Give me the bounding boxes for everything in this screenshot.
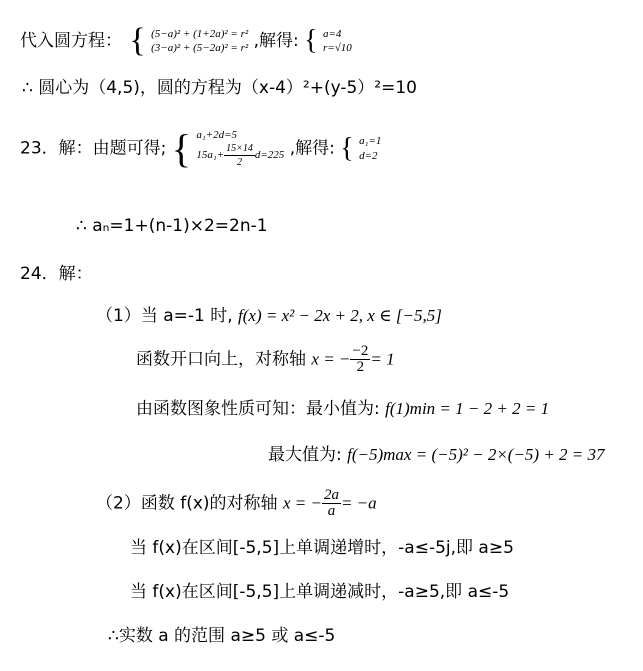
function-definition: f(x) = x² − 2x + 2, x ∈ [−5,5] xyxy=(238,306,442,325)
fraction-numerator: −2 xyxy=(352,343,369,359)
part-2-label: （2）函数 f(x)的对称轴 xyxy=(96,493,278,514)
fraction-denominator: 2 xyxy=(237,157,242,169)
solution-d: d=2 xyxy=(359,149,378,162)
axis-fraction xyxy=(322,488,341,519)
sequence-eq2-tail: d=225 xyxy=(254,149,285,162)
minimum-line xyxy=(136,400,549,418)
circle-equation-system xyxy=(151,27,248,56)
problem-23-line xyxy=(20,125,382,171)
axis-label: 函数开口向上，对称轴 xyxy=(136,349,306,370)
axis-lhs: x = − xyxy=(311,349,351,369)
axis-rhs: = −a xyxy=(340,493,377,513)
sequence-equation-2 xyxy=(196,142,284,169)
fraction-numerator: 2a xyxy=(323,487,339,503)
substitution-line xyxy=(20,24,352,58)
axis-lhs: x = − xyxy=(282,493,322,513)
sequence-eq2-part: 15a₁+ xyxy=(196,149,225,162)
solution-system xyxy=(323,27,352,56)
solve-label: ,解得: xyxy=(253,31,299,51)
minimum-formula: f(1)min = 1 − 2 + 2 = 1 xyxy=(385,399,550,418)
solution-a1: a₁=1 xyxy=(359,135,382,148)
circle-equation-1: (5−a)² + (1+2a)² = r² xyxy=(151,27,249,40)
part-1-label: （1）当 a=-1 时, xyxy=(96,306,233,326)
solution-a: a=4 xyxy=(322,27,342,40)
decreasing-case-line: 当 f(x)在区间[-5,5]上单调递减时，-a≥5,即 a≤-5 xyxy=(130,582,510,602)
part-2-line xyxy=(96,488,377,519)
conclusion-line: ∴实数 a 的范围 a≥5 或 a≤-5 xyxy=(108,626,336,646)
axis-line xyxy=(136,344,395,375)
problem-23-label: 23．解：由题可得; xyxy=(20,138,167,159)
maximum-formula: f(−5)max = (−5)² − 2×(−5) + 2 = 37 xyxy=(347,445,605,464)
general-term-line: ∴ aₙ=1+(n-1)×2=2n-1 xyxy=(76,216,268,236)
fraction-denominator: a xyxy=(327,503,336,519)
sequence-equation-system xyxy=(196,128,284,169)
solve-label: ,解得: xyxy=(289,138,335,159)
system-brace: { xyxy=(171,125,191,171)
minimum-label: 由函数图象性质可知：最小值为: xyxy=(136,399,380,419)
part-1-line xyxy=(96,307,442,325)
circle-result-line: ∴ 圆心为（4,5)，圆的方程为（x-4）²+(y-5）²=10 xyxy=(22,78,417,98)
fraction-numerator: 15×14 xyxy=(226,143,253,155)
maximum-line xyxy=(268,446,605,464)
circle-equation-2: (3−a)² + (5−2a)² = r² xyxy=(151,42,249,54)
solution-brace: { xyxy=(304,25,318,56)
solution-brace: { xyxy=(340,132,354,164)
solution-system xyxy=(359,134,381,163)
axis-rhs: = 1 xyxy=(370,349,395,369)
sequence-equation-1: a₁+2d=5 xyxy=(196,129,238,141)
axis-fraction xyxy=(350,344,370,375)
problem-24-label: 24．解： xyxy=(20,264,93,284)
fraction-denominator: 2 xyxy=(356,359,365,375)
maximum-label: 最大值为: xyxy=(268,445,342,465)
solution-r: r=√10 xyxy=(322,42,352,54)
system-brace: { xyxy=(129,22,146,59)
increasing-case-line: 当 f(x)在区间[-5,5]上单调递增时，-a≤-5j,即 a≥5 xyxy=(130,538,514,558)
substitution-label: 代入圆方程： xyxy=(20,31,122,51)
fraction xyxy=(224,142,255,169)
